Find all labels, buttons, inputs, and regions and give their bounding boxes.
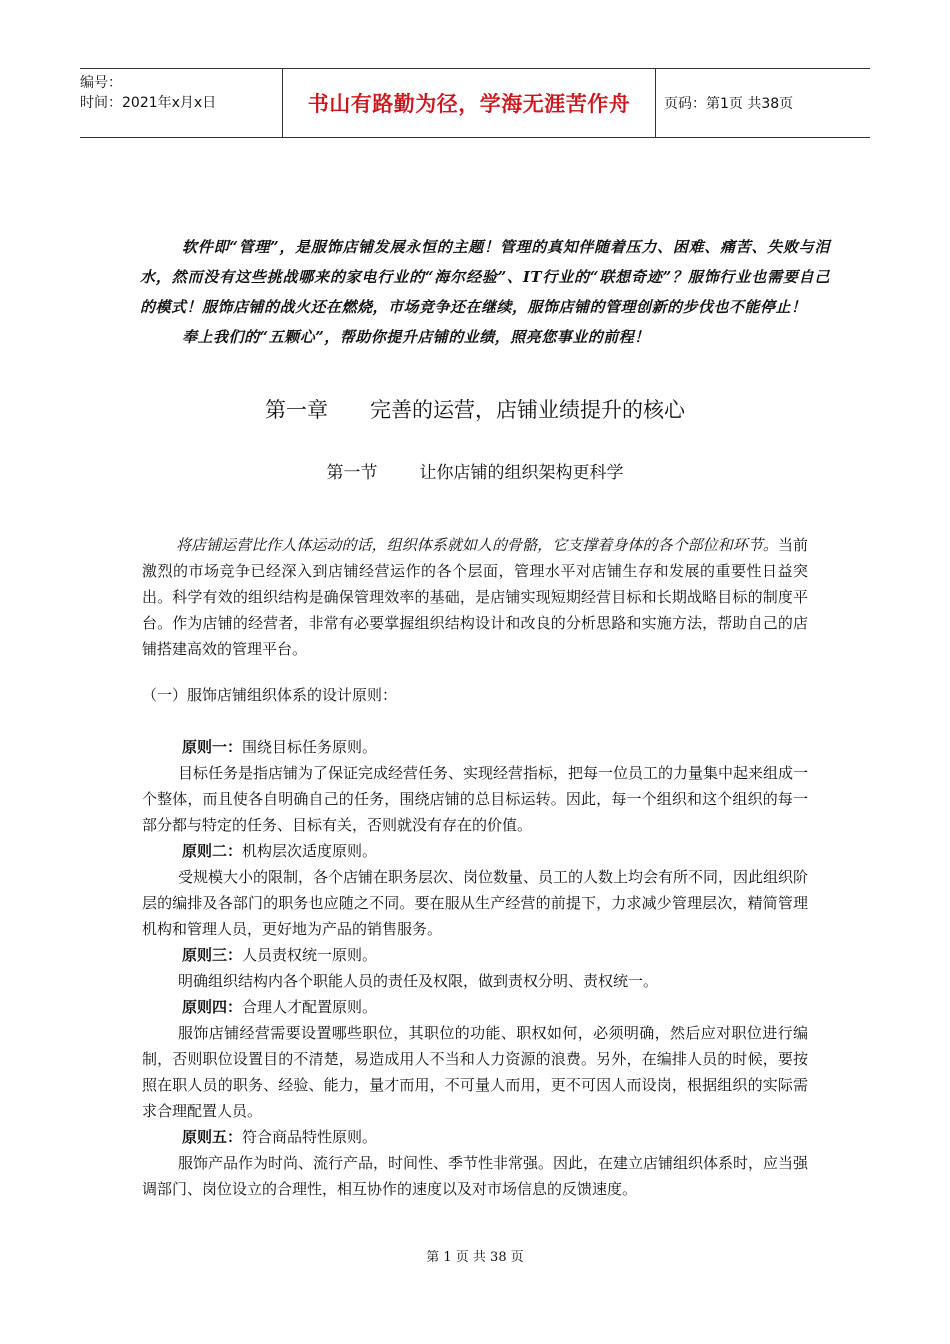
principle-label: 原则四：	[182, 998, 243, 1016]
principle-label: 原则五：	[182, 1128, 243, 1146]
intro-body-paragraph	[142, 532, 808, 662]
body-text	[142, 532, 808, 1202]
principle-name: 合理人才配置原则。	[242, 998, 378, 1016]
subheading: （一）服饰店铺组织体系的设计原则：	[142, 686, 398, 704]
principle-heading	[142, 838, 808, 864]
intro-paragraph: 奉上我们的“五颗心”，帮助你提升店铺的业绩，照亮您事业的前程！	[182, 328, 650, 346]
principle-text: 目标任务是指店铺为了保证完成经营任务、实现经营指标，把每一位员工的力量集中起来组成一个整体，而且使各自明确自己的任务，围绕店铺的总目标运转。因此，每一个组织和这个组织的每一部分都与特定的任务、目标有关，否则就没有存在的价值。	[142, 764, 809, 834]
principle-name: 人员责权统一原则。	[242, 946, 378, 964]
principle-text: 受规模大小的限制，各个店铺在职务层次、岗位数量、员工的人数上均会有所不同，因此组织阶层的编排及各部门的职务也应随之不同。要在服从生产经营的前提下，力求减少管理层次，精简管理机构和管理人员，更好地为产品的销售服务。	[142, 868, 809, 938]
principle-name: 符合商品特性原则。	[242, 1128, 378, 1146]
page-header	[80, 68, 870, 138]
page-footer: 第 1 页 共 38 页	[426, 1250, 524, 1265]
principle-heading	[142, 994, 808, 1020]
header-meta	[80, 69, 283, 137]
chapter-number: 第一章	[265, 398, 328, 422]
number-label: 编号：	[80, 75, 122, 91]
chapter-title	[0, 394, 950, 424]
date-label: 时间：2021年x月x日	[80, 95, 217, 111]
paragraph-rest: 当前激烈的市场竞争已经深入到店铺经营运作的各个层面，管理水平对店铺生存和发展的重要性日益突出。科学有效的组织结构是确保管理效率的基础，是店铺实现短期经营目标和长期战略目标的制度平台。作为店铺的经营者，非常有必要掌握组织结构设计和改良的分析思路和实施方法，帮助自己的店铺搭建高效的管理平台。	[142, 536, 808, 658]
principle-text: 明确组织结构内各个职能人员的责任及权限，做到责权分明、责权统一。	[178, 972, 659, 990]
header-page-info: 页码：第1页 共38页	[664, 96, 794, 112]
principle-text: 服饰店铺经营需要设置哪些职位，其职位的功能、职权如何，必须明确，然后应对职位进行编制，否则职位设置目的不清楚，易造成用人不当和人力资源的浪费。另外，在编排人员的时候，要按照在职人员的职务、经验、能力，量才而用，不可量人而用，更不可因人而设岗，根据组织的实际需求合理配置人员。	[142, 1024, 808, 1120]
principle-heading	[142, 734, 808, 760]
principle-text: 服饰产品作为时尚、流行产品，时间性、季节性非常强。因此，在建立店铺组织体系时，应当强调部门、岗位设立的合理性，相互协作的速度以及对市场信息的反馈速度。	[142, 1154, 809, 1198]
section-number: 第一节	[326, 463, 378, 483]
principle-label: 原则三：	[182, 946, 243, 964]
principle-name: 机构层次适度原则。	[242, 842, 378, 860]
intro-block	[140, 232, 830, 352]
header-motto: 书山有路勤为径，学海无涯苦作舟	[283, 69, 656, 137]
principle-heading	[142, 1124, 808, 1150]
principle-label: 原则一：	[182, 738, 243, 756]
section-title	[0, 458, 950, 483]
principle-label: 原则二：	[182, 842, 243, 860]
chapter-name: 完善的运营，店铺业绩提升的核心	[370, 398, 685, 422]
principle-name: 围绕目标任务原则。	[242, 738, 378, 756]
principle-heading	[142, 942, 808, 968]
intro-paragraph: 软件即“管理”，是服饰店铺发展永恒的主题！管理的真知伴随着压力、困难、痛苦、失败与泪水，然而没有这些挑战哪来的家电行业的“海尔经验”、IT行业的“联想奇迹”？服饰行业也需要自己的模式！服饰店铺的战火还在燃烧，市场竞争还在继续，服饰店铺的管理创新的步伐也不能停止！	[140, 238, 830, 316]
section-name: 让你店铺的组织架构更科学	[419, 463, 624, 483]
italic-lead: 将店铺运营比作人体运动的话，组织体系就如人的骨骼，它支撑着身体的各个部位和环节。	[176, 536, 778, 554]
